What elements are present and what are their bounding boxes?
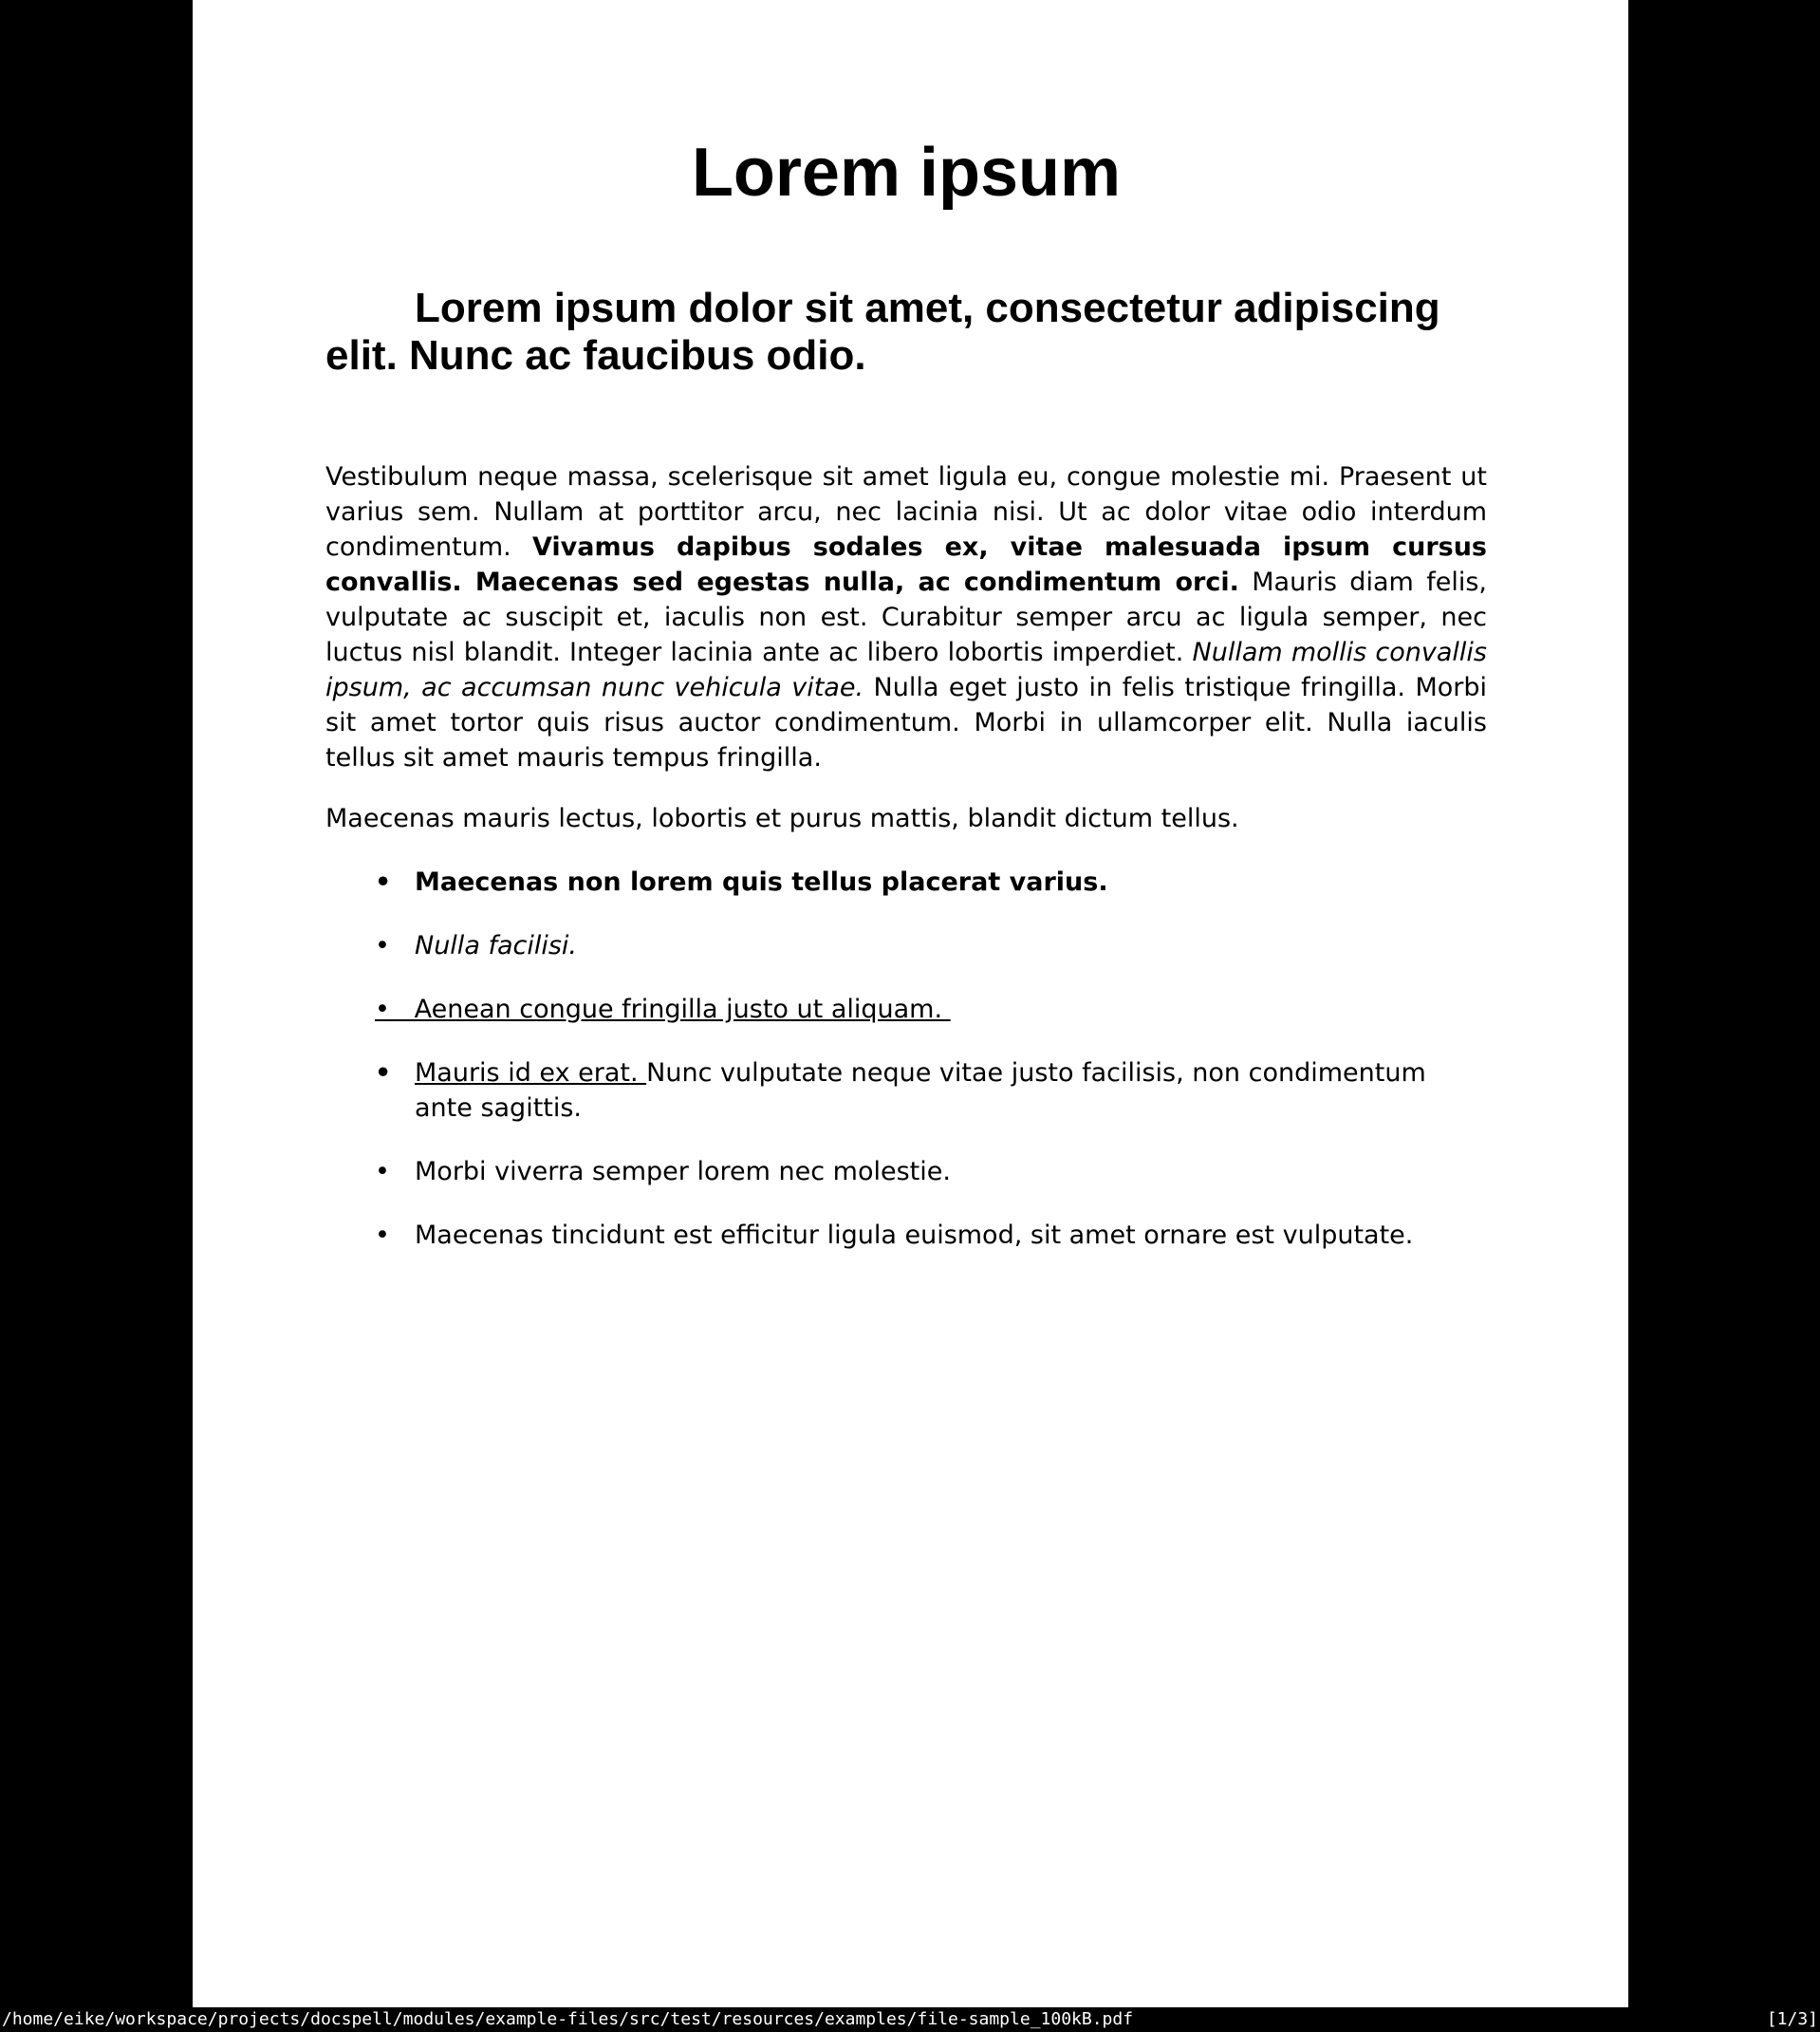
bullet-icon: • [375, 1157, 390, 1186]
list-item [325, 865, 1487, 900]
bullet-icon: • [375, 867, 392, 897]
text-run-normal: Nulla eget justo in felis tristique fringilla. Morbi sit amet tortor quis risus auctor condimentum. Morbi in ullamcorper elit. Nulla iaculis tellus sit amet mauris tempus fringilla. [325, 673, 1487, 773]
text-run-normal: Mauris diam felis, vulputate ac suscipit et, iaculis non est. Curabitur semper arcu ac ligula semper, nec luctus nisl blandit. Integer lacinia ante ac libero lobortis imperdiet. [325, 568, 1487, 667]
text-run-normal: Vestibulum neque massa, scelerisque sit amet ligula eu, congue molestie mi. Praesent ut varius sem. Nullam at porttitor arcu, nec lacinia nisi. Ut ac dolor vitae odio interdum condimentum. [325, 462, 1487, 562]
underlined-lead-text: Mauris id ex erat. [415, 1058, 647, 1088]
list-item-text: Morbi viverra semper lorem nec molestie. [415, 1157, 951, 1186]
statusbar [0, 2007, 1820, 2032]
list-item [325, 1055, 1487, 1126]
list-item-text: Maecenas tincidunt est efficitur ligula euismod, sit amet ornare est vulputate. [415, 1221, 1414, 1250]
document-page[interactable] [193, 0, 1628, 2007]
bullet-icon: • [375, 995, 390, 1024]
underlined-list-item-text: • Aenean congue fringilla justo ut aliquam. [375, 995, 951, 1024]
bullet-icon: • [375, 1221, 390, 1250]
list-item-text: Maecenas non lorem quis tellus placerat varius. [415, 867, 1108, 897]
statusbar-file-path: /home/eike/workspace/projects/docspell/modules/example-files/src/test/resources/examples/file-sample_100kB.pdf [2, 2009, 1134, 2029]
bullet-icon: • [375, 931, 390, 960]
list-item-text: Mauris id ex erat. Nunc vulputate neque vitae justo facilisis, non condimentum ante sagittis. [415, 1058, 1426, 1123]
list-item [325, 1154, 1487, 1189]
list-item-text: Nulla facilisi. [415, 931, 577, 960]
statusbar-page-indicator: [1/3] [1766, 2009, 1818, 2029]
paragraph-body [325, 459, 1487, 775]
document-heading: Lorem ipsum dolor sit amet, consectetur adipiscing elit. Nunc ac faucibus odio. [325, 285, 1440, 379]
document-title: Lorem ipsum [691, 135, 1122, 211]
paragraph-list-intro: Maecenas mauris lectus, lobortis et purus mattis, blandit dictum tellus. [325, 804, 1239, 833]
bullet-list [325, 865, 1487, 1253]
list-item [325, 992, 1487, 1027]
text-run-bold: Vivamus dapibus sodales ex, vitae malesuada ipsum cursus convallis. Maecenas sed egestas nulla, ac condimentum orci. [325, 532, 1487, 597]
text-run-italic: Nullam mollis convallis ipsum, ac accumsan nunc vehicula vitae. [325, 638, 1487, 702]
list-item [325, 1218, 1487, 1253]
list-item [325, 928, 1487, 963]
bullet-icon: • [375, 1058, 392, 1088]
